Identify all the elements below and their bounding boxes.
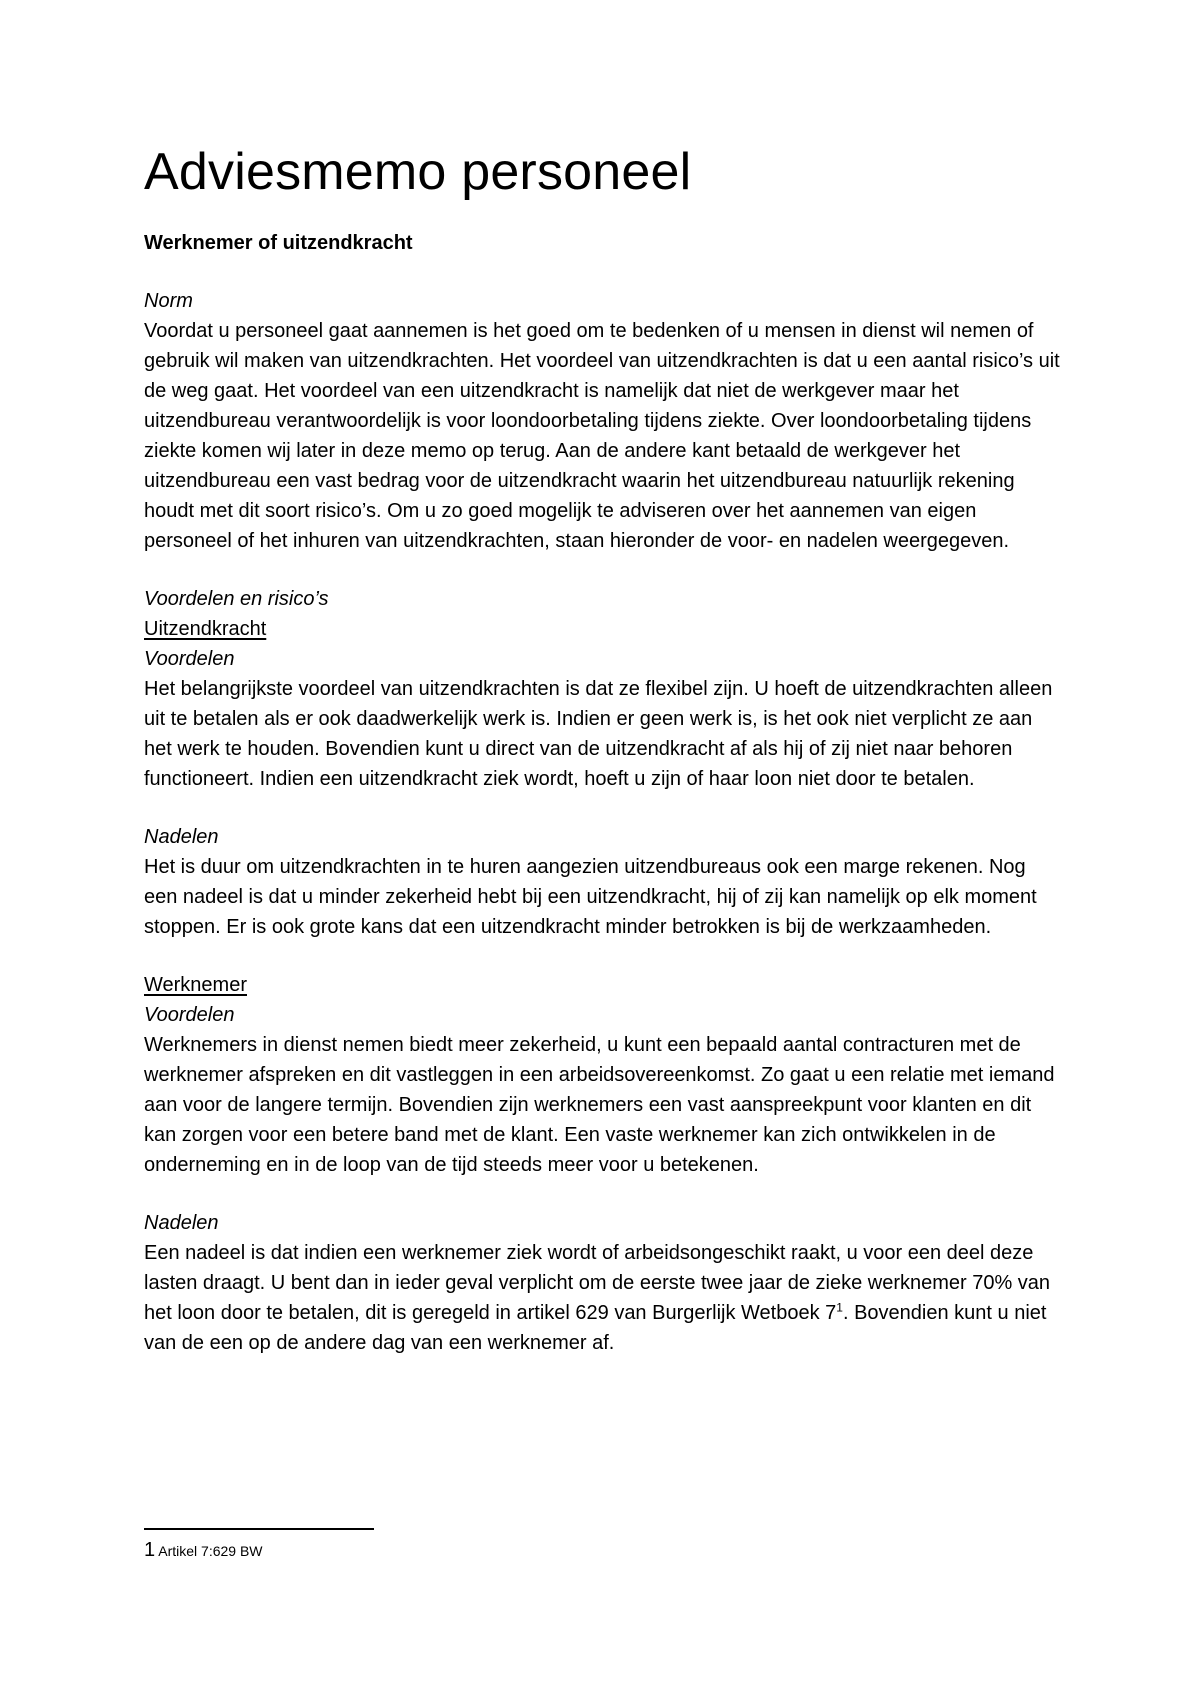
werknemer-nadelen-paragraph bbox=[144, 1238, 1064, 1358]
werknemer-nadelen-label: Nadelen bbox=[144, 1212, 219, 1234]
footnote-text: Artikel 7:629 BW bbox=[158, 1543, 263, 1559]
uitzendkracht-nadelen-paragraph: Het is duur om uitzendkrachten in te huren aangezien uitzendbureaus ook een marge rekenen. Nog een nadeel is dat u minder zekerheid hebt bij een uitzendkracht, hij of zij kan namelijk op elk moment stoppen. Er is ook grote kans dat een uitzendkracht minder betrokken is bij de werkzaamheden. bbox=[144, 856, 1037, 938]
uitzendkracht-nadelen-label: Nadelen bbox=[144, 826, 219, 848]
footnote-number: 1 bbox=[144, 1539, 156, 1561]
werknemer-heading: Werknemer bbox=[144, 974, 247, 996]
werknemer-nadelen-text-1: Een nadeel is dat indien een werknemer ziek wordt of arbeidsongeschikt raakt, u voor een deel deze lasten draagt. U bent dan in ieder geval verplicht om de eerste twee jaar de zieke werknemer 70% van het loon door te betalen, dit is geregeld in artikel 629 van Burgerlijk Wetboek 7 bbox=[144, 1242, 1051, 1324]
norm-label: Norm bbox=[144, 290, 193, 312]
uitzendkracht-voordelen-label: Voordelen bbox=[144, 648, 235, 670]
spacer bbox=[144, 794, 1064, 822]
werknemer-nadelen-text-2: . Bovendien kunt u niet van de een op de andere dag van een werknemer af. bbox=[144, 1302, 1047, 1354]
spacer bbox=[144, 556, 1064, 584]
document-title: Adviesmemo personeel bbox=[144, 143, 692, 201]
document-page bbox=[144, 140, 1064, 1358]
uitzendkracht-voordelen-paragraph: Het belangrijkste voordeel van uitzendkrachten is dat ze flexibel zijn. U hoeft de uitzendkrachten alleen uit te betalen als er ook daadwerkelijk werk is. Indien er geen werk is, is het ook niet verplicht ze aan het werk te houden. Bovendien kunt u direct van de uitzendkracht af als hij of zij niet naar behoren functioneert. Indien een uitzendkracht ziek wordt, hoeft u zijn of haar loon niet door te betalen. bbox=[144, 678, 1053, 790]
spacer bbox=[144, 1180, 1064, 1208]
footnote bbox=[144, 1540, 263, 1561]
risks-label: Voordelen en risico’s bbox=[144, 588, 329, 610]
footnote-reference[interactable]: 1 bbox=[836, 1300, 843, 1315]
norm-paragraph: Voordat u personeel gaat aannemen is het goed om te bedenken of u mensen in dienst wil nemen of gebruik wil maken van uitzendkrachten. Het voordeel van uitzendkrachten is dat u een aantal risico’s uit de weg gaat. Het voordeel van een uitzendkracht is namelijk dat niet de werkgever maar het uitzendbureau verantwoordelijk is voor loondoorbetaling tijdens ziekte. Over loondoorbetaling tijdens ziekte komen wij later in deze memo op terug. Aan de andere kant betaald de werkgever het uitzendbureau een vast bedrag voor de uitzendkracht waarin het uitzendbureau natuurlijk rekening houdt met dit soort risico’s. Om u zo goed mogelijk te adviseren over het aannemen van eigen personeel of het inhuren van uitzendkrachten, staan hieronder de voor- en nadelen weergegeven. bbox=[144, 320, 1060, 552]
footnote-separator bbox=[144, 1528, 374, 1530]
section-heading: Werknemer of uitzendkracht bbox=[144, 232, 413, 254]
werknemer-voordelen-label: Voordelen bbox=[144, 1004, 235, 1026]
spacer bbox=[144, 942, 1064, 970]
werknemer-voordelen-paragraph: Werknemers in dienst nemen biedt meer zekerheid, u kunt een bepaald aantal contracturen met de werknemer afspreken en dit vastleggen in een arbeidsovereenkomst. Zo gaat u een relatie met iemand aan voor de langere termijn. Bovendien zijn werknemers een vast aanspreekpunt voor klanten en dit kan zorgen voor een betere band met de klant. Een vaste werknemer kan zich ontwikkelen in de onderneming en in de loop van de tijd steeds meer voor u betekenen. bbox=[144, 1034, 1055, 1176]
uitzendkracht-heading: Uitzendkracht bbox=[144, 618, 267, 640]
